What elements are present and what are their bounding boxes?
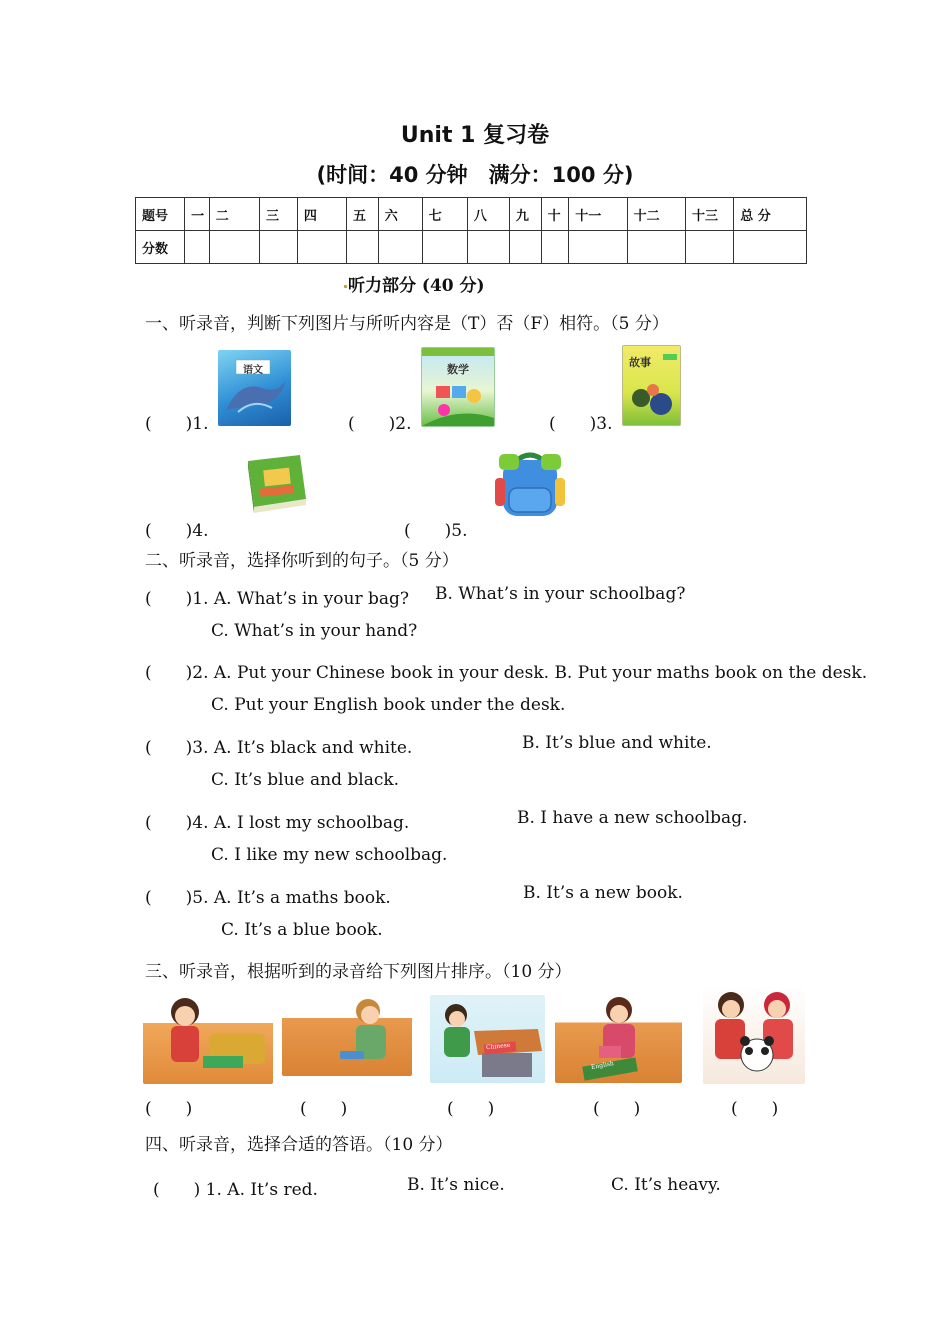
score-input-cell[interactable]	[509, 231, 541, 264]
table-cell: 十二	[627, 198, 685, 231]
book-label: 语文	[243, 365, 263, 376]
table-cell: 题号	[136, 198, 185, 231]
section2-q1-option-b: B. What’s in your schoolbag?	[435, 584, 686, 604]
book-label: English	[590, 1060, 615, 1071]
score-input-cell[interactable]	[209, 231, 259, 264]
section2-q5-option-c: C. It’s a blue book.	[221, 920, 383, 940]
decorative-dot	[344, 285, 347, 288]
sequence-picture-3	[430, 995, 545, 1083]
section4-q1-option-a: ( ) 1. A. It’s red.	[153, 1180, 318, 1200]
sequence-blank-4[interactable]: ( )	[593, 1099, 641, 1119]
sequence-picture-2	[282, 993, 412, 1076]
section2-q4-option-a: ( )4. A. I lost my schoolbag.	[145, 813, 410, 833]
score-input-cell[interactable]	[185, 231, 210, 264]
table-cell: 分数	[136, 231, 185, 264]
book-label: Chinese	[485, 1041, 511, 1052]
table-cell: 六	[378, 198, 422, 231]
section1-item-4: ( )4.	[145, 521, 209, 541]
sequence-blank-5[interactable]: ( )	[731, 1099, 779, 1119]
score-table	[135, 197, 807, 264]
score-input-cell[interactable]	[259, 231, 297, 264]
section2-q2-option-ab: ( )2. A. Put your Chinese book in your desk. B. Put your maths book on the desk.	[145, 663, 868, 683]
score-input-cell[interactable]	[569, 231, 627, 264]
sequence-picture-1	[143, 990, 273, 1084]
story-book-image	[622, 345, 681, 426]
section1-item-2: ( )2.	[348, 414, 412, 434]
section1-item-5: ( )5.	[404, 521, 468, 541]
section2-q5-option-b: B. It’s a new book.	[523, 883, 683, 903]
table-cell: 七	[422, 198, 467, 231]
section3-title: 三、听录音，根据听到的录音给下列图片排序。（10 分）	[145, 962, 572, 982]
table-cell: 五	[347, 198, 379, 231]
sequence-picture-5	[703, 985, 805, 1084]
section4-title: 四、听录音，选择合适的答语。（10 分）	[145, 1135, 453, 1155]
score-table-score-row	[136, 231, 807, 264]
table-cell: 十	[541, 198, 569, 231]
score-input-cell[interactable]	[347, 231, 379, 264]
sequence-blank-1[interactable]: ( )	[145, 1099, 193, 1119]
table-cell: 四	[297, 198, 346, 231]
table-cell: 十一	[569, 198, 627, 231]
section1-item-1: ( )1.	[145, 414, 209, 434]
section2-q1-option-a: ( )1. A. What’s in your bag?	[145, 589, 410, 609]
section4-q1-option-b: B. It’s nice.	[407, 1175, 505, 1195]
score-input-cell[interactable]	[734, 231, 807, 264]
page-subtitle: (时间：40 分钟 满分：100 分)	[316, 163, 634, 187]
section4-q1-option-c: C. It’s heavy.	[611, 1175, 721, 1195]
score-input-cell[interactable]	[686, 231, 734, 264]
section1-item-3: ( )3.	[549, 414, 613, 434]
score-input-cell[interactable]	[467, 231, 509, 264]
chinese-book-image	[218, 350, 291, 426]
table-cell: 八	[467, 198, 509, 231]
sequence-picture-4	[555, 990, 682, 1083]
section2-q3-option-b: B. It’s blue and white.	[522, 733, 712, 753]
score-input-cell[interactable]	[541, 231, 569, 264]
table-cell: 一	[185, 198, 210, 231]
english-book-image	[244, 455, 308, 513]
score-table-header-row	[136, 198, 807, 231]
schoolbag-image	[491, 448, 569, 522]
score-input-cell[interactable]	[627, 231, 685, 264]
score-input-cell[interactable]	[297, 231, 346, 264]
section1-title: 一、听录音，判断下列图片与所听内容是（T）否（F）相符。（5 分）	[145, 314, 669, 334]
section2-q4-option-c: C. I like my new schoolbag.	[211, 845, 448, 865]
sequence-blank-2[interactable]: ( )	[300, 1099, 348, 1119]
sequence-blank-3[interactable]: ( )	[447, 1099, 495, 1119]
table-cell: 九	[509, 198, 541, 231]
section2-q3-option-c: C. It’s blue and black.	[211, 770, 400, 790]
book-label: 数学	[447, 363, 469, 376]
section2-q5-option-a: ( )5. A. It’s a maths book.	[145, 888, 391, 908]
table-cell: 十三	[686, 198, 734, 231]
maths-book-image	[421, 347, 495, 427]
section2-q4-option-b: B. I have a new schoolbag.	[517, 808, 748, 828]
section2-q1-option-c: C. What’s in your hand?	[211, 621, 418, 641]
book-label: 故事	[629, 356, 651, 369]
listening-header: 听力部分 (40 分)	[348, 276, 485, 296]
section2-q2-option-c: C. Put your English book under the desk.	[211, 695, 566, 715]
score-input-cell[interactable]	[422, 231, 467, 264]
score-input-cell[interactable]	[378, 231, 422, 264]
table-cell: 总 分	[734, 198, 807, 231]
page-title: Unit 1 复习卷	[400, 123, 550, 148]
table-cell: 三	[259, 198, 297, 231]
section2-q3-option-a: ( )3. A. It’s black and white.	[145, 738, 413, 758]
table-cell: 二	[209, 198, 259, 231]
section2-title: 二、听录音，选择你听到的句子。（5 分）	[145, 551, 459, 571]
